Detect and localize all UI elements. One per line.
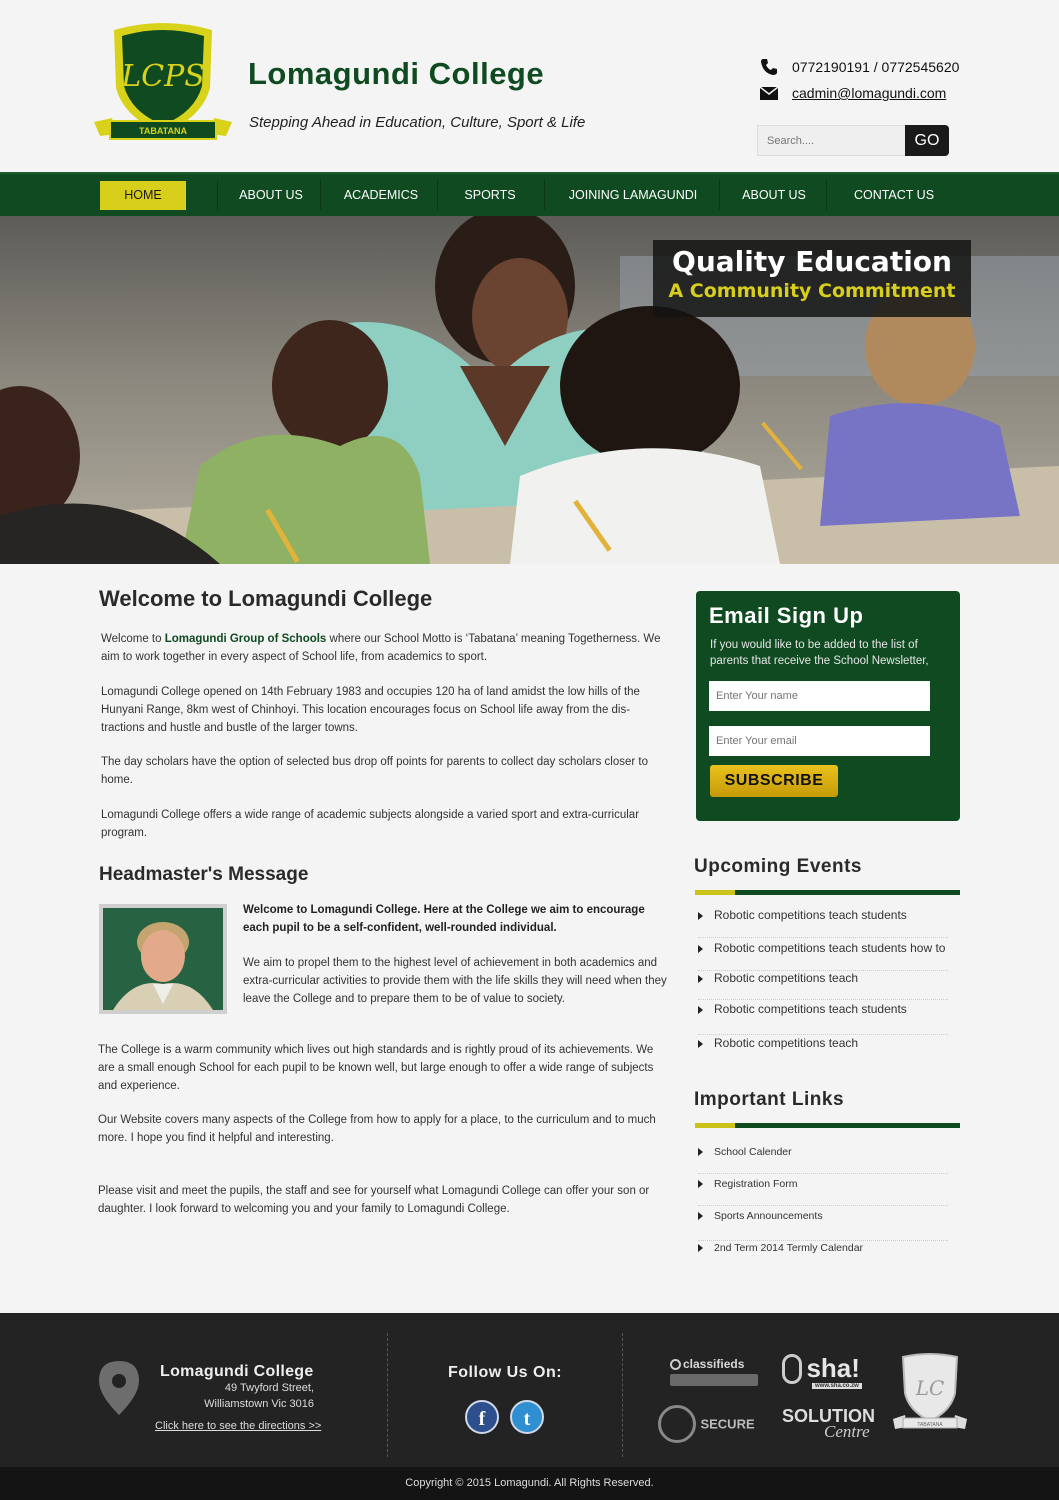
phone-numbers[interactable]: 0772190191 / 0772545620 xyxy=(792,59,960,75)
welcome-paragraph-1 xyxy=(101,630,673,666)
nav-divider xyxy=(719,180,720,210)
follow-us-label: Follow Us On: xyxy=(448,1364,563,1381)
nav-divider xyxy=(320,180,321,210)
partner-solution-label: SOLUTION xyxy=(782,1406,875,1426)
site-title[interactable]: Lomagundi College xyxy=(248,56,545,91)
map-pin-icon xyxy=(99,1361,139,1415)
partner-sha-url: www.sha.co.zw xyxy=(812,1383,862,1389)
bullet-arrow-icon xyxy=(698,1180,703,1188)
logo-letters: LCPS xyxy=(121,59,205,94)
copyright-bar: Copyright © 2015 Lomagundi. All Rights Reserved. xyxy=(0,1467,1059,1500)
event-item-label: Robotic competitions teach students how to xyxy=(714,941,946,955)
headmaster-paragraph-3: Our Website covers many aspects of the College from how to apply for a place, to the curriculum and to much more. I hope you find it helpful and interesting. xyxy=(98,1114,656,1144)
search-input[interactable] xyxy=(757,125,907,156)
signup-description: If you would like to be added to the list of parents that receive the School Newsletter, xyxy=(710,639,929,667)
footer-college-name: Lomagundi College xyxy=(160,1363,314,1380)
bullet-arrow-icon xyxy=(698,1006,703,1014)
sha-person-icon xyxy=(782,1354,802,1384)
partner-logo-secure[interactable] xyxy=(658,1405,755,1443)
subscribe-button[interactable]: SUBSCRIBE xyxy=(710,765,838,797)
hero-slogan-box xyxy=(653,240,971,317)
footer-divider xyxy=(387,1333,388,1457)
signup-title: Email Sign Up xyxy=(709,603,864,628)
nav-joining-lamagundi[interactable]: JOINING LAMAGUNDI xyxy=(568,188,698,202)
events-title-rule xyxy=(695,890,960,895)
bullet-arrow-icon xyxy=(698,1040,703,1048)
signup-name-input[interactable] xyxy=(709,681,930,711)
footer-crest-logo[interactable] xyxy=(893,1353,967,1433)
event-item[interactable] xyxy=(698,1036,948,1066)
site-header xyxy=(0,0,1059,172)
important-link[interactable] xyxy=(698,1146,948,1174)
important-link[interactable] xyxy=(698,1242,948,1270)
headmaster-lead: Welcome to Lomagundi College. Here at the College we aim to encourage each pupil to be a self-confident, well-rounded individual. xyxy=(243,904,645,934)
links-title: Important Links xyxy=(694,1089,845,1110)
links-title-rule xyxy=(695,1123,960,1128)
footer-crest-motto: TABATANA xyxy=(917,1422,943,1428)
directions-link[interactable]: Click here to see the directions >> xyxy=(155,1420,322,1432)
site-tagline: Stepping Ahead in Education, Culture, Sport & Life xyxy=(249,114,586,131)
nav-about-us[interactable]: ABOUT US xyxy=(239,188,303,202)
headmaster-paragraph-1: We aim to propel them to the highest level of achievement in both academics and extra-curricular activities to provide them with the life skills they will need when they leave the College and to prepare them to be of value to society. xyxy=(243,957,667,1005)
partner-classifieds-label: classifieds xyxy=(683,1357,745,1371)
nav-divider xyxy=(826,180,827,210)
logo-motto: TABATANA xyxy=(139,126,187,136)
main-navigation xyxy=(0,172,1059,216)
phone-icon xyxy=(760,58,778,76)
nav-divider xyxy=(544,180,545,210)
welcome-paragraph-4: Lomagundi College offers a wide range of academic subjects alongside a varied sport and extra-curricular program. xyxy=(101,809,640,839)
events-title: Upcoming Events xyxy=(694,856,862,877)
event-item-label: Robotic competitions teach students xyxy=(714,1002,907,1016)
bullet-arrow-icon xyxy=(698,945,703,953)
event-item-label: Robotic competitions teach xyxy=(714,971,859,985)
secure-target-icon xyxy=(658,1405,696,1443)
nav-home[interactable]: HOME xyxy=(100,181,186,210)
search-go-button[interactable]: GO xyxy=(905,125,949,156)
footer-crest-letters: LC xyxy=(915,1376,945,1400)
nav-contact-us[interactable]: CONTACT US xyxy=(853,188,935,202)
welcome-p1-highlight: Lomagundi Group of Schools xyxy=(164,633,327,645)
nav-divider xyxy=(437,180,438,210)
site-footer xyxy=(0,1313,1059,1467)
welcome-p1-text-rest: where our School Motto is ‘Tabatana’ meaning Togetherness. We aim to work together in every aspect of School life, from academics to sport. xyxy=(101,633,661,663)
envelope-icon xyxy=(760,87,778,100)
nav-sports[interactable]: SPORTS xyxy=(464,188,516,202)
contact-phone xyxy=(760,58,959,76)
facebook-icon[interactable]: f xyxy=(465,1400,499,1434)
partner-logo-classifieds[interactable] xyxy=(670,1357,758,1386)
partner-logo-sha[interactable] xyxy=(782,1353,860,1389)
classifieds-vehicles-graphic xyxy=(670,1374,758,1386)
welcome-paragraph-3: The day scholars have the option of selected bus drop off points for parents to collect day scholars closer to home. xyxy=(101,756,648,786)
email-link[interactable]: cadmin@lomagundi.com xyxy=(792,85,947,101)
important-link-label: School Calender xyxy=(714,1146,792,1158)
twitter-icon[interactable]: t xyxy=(510,1400,544,1434)
event-item-label: Robotic competitions teach students xyxy=(714,908,907,922)
bullet-arrow-icon xyxy=(698,1244,703,1252)
bullet-arrow-icon xyxy=(698,1148,703,1156)
bullet-arrow-icon xyxy=(698,975,703,983)
important-link[interactable] xyxy=(698,1178,948,1206)
hero-slogan-line1: Quality Education xyxy=(672,245,952,278)
hero-banner-image xyxy=(0,216,1059,564)
classifieds-icon xyxy=(670,1359,681,1370)
contact-email xyxy=(760,85,946,101)
hero-slogan-line2: A Community Commitment xyxy=(668,280,956,302)
event-item[interactable] xyxy=(698,1002,948,1035)
email-signup-box xyxy=(696,591,960,821)
bullet-arrow-icon xyxy=(698,1212,703,1220)
partner-sha-label: sha! xyxy=(806,1353,860,1383)
event-item[interactable] xyxy=(698,908,948,938)
partner-secure-label: SECURE xyxy=(700,1416,755,1432)
nav-academics[interactable]: ACADEMICS xyxy=(343,188,419,202)
nav-divider xyxy=(217,180,218,210)
bullet-arrow-icon xyxy=(698,912,703,920)
footer-address-line1: 49 Twyford Street, xyxy=(224,1382,314,1394)
headmaster-paragraph-4: Please visit and meet the pupils, the staff and see for yourself what Lomagundi College can offer your son or daughter. I look forward to welcoming you and your family to Lomagundi College. xyxy=(98,1185,650,1215)
headmaster-photo xyxy=(99,904,227,1014)
event-item-label: Robotic competitions teach xyxy=(714,1036,859,1050)
footer-address-line2: Williamstown Vic 3016 xyxy=(204,1398,314,1410)
welcome-p1-text: Welcome to xyxy=(101,633,165,645)
important-link-label: Registration Form xyxy=(714,1178,798,1190)
welcome-heading: Welcome to Lomagundi College xyxy=(99,586,433,611)
signup-email-input[interactable] xyxy=(709,726,930,756)
important-link[interactable] xyxy=(698,1210,948,1241)
partner-centre-label: Centre xyxy=(824,1422,870,1441)
headmaster-heading: Headmaster's Message xyxy=(99,864,309,885)
headmaster-paragraph-2: The College is a warm community which lives out high standards and is rightly proud of its achievements. We are a small enough School for each pupil to be known well, but large enough to offer a wide range of subjects and experience. xyxy=(98,1044,654,1092)
partner-logo-solution-centre[interactable] xyxy=(782,1406,875,1441)
footer-divider xyxy=(622,1333,623,1457)
event-item[interactable] xyxy=(698,971,948,1000)
important-link-label: Sports Announcements xyxy=(714,1210,823,1222)
welcome-paragraph-2: Lomagundi College opened on 14th February 1983 and occupies 120 ha of land amidst the low hills of the Hunyani Range, 8km west of Chinhoyi. This location encourages focus on School life away from the dis-tractions and hustle and bustle of the larger towns. xyxy=(101,686,640,734)
school-crest-logo[interactable] xyxy=(92,18,234,148)
event-item[interactable] xyxy=(698,941,948,971)
nav-about-us-2[interactable]: ABOUT US xyxy=(742,188,806,202)
important-link-label: 2nd Term 2014 Termly Calendar xyxy=(714,1242,864,1254)
